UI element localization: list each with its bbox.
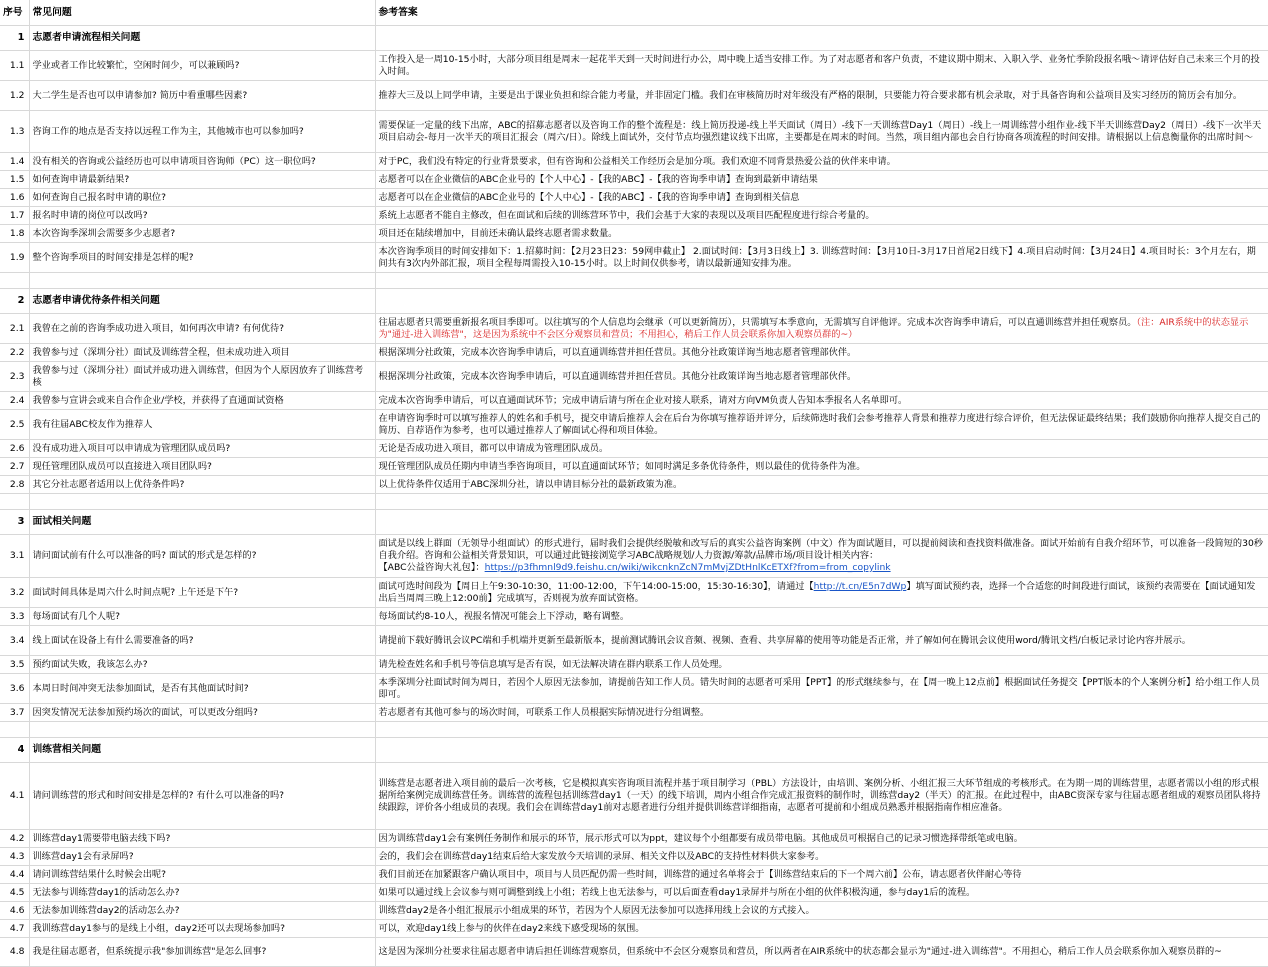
answer-cell [375,225,1268,243]
answer-text: 本次咨询季项目的时间安排如下：1.招募时间：【2月23日23：59网申截止】 2.面试时间：【3月3日线上】3. 训练营时间：【3月10日-3月17日首尾2日线下】4.项目启动时间：【3月24日】4.项目时长：3个月左右，期间共有3次内外部汇报，项目全程每周需投入10-15小时。以上时间仅供参考，请以最新通知安排为准。 [378,245,1256,269]
answer-cell [375,704,1268,722]
spacer-row [0,494,1268,510]
answer-cell [375,866,1268,884]
answer-text: 请先检查姓名和手机号等信息填写是否有误，如无法解决请在群内联系工作人员处理。 [378,658,728,670]
answer-text: 面试是以线上群面（无领导小组面试）的形式进行，届时我们会提供经脱敏和改写后的真实公益咨询案例（中文）作为面试题目，可以提前阅读和查找资料做准备。面试开始前有自我介绍环节，可以准备一段简短的30秒自我介绍。咨询和公益相关背景知识，可以通过此链接浏览学习ABC战略规划/人力资源/筹款/品牌市场/项目设计相关内容： [378,538,1263,561]
answer-text-extra: 】填写面试预约表，选择一个合适您的时间段进行面试，该预约表需要在【面试通知发出后当周周三晚上12:00前】完成填写，否则视为放弃面试资格。 [378,580,1256,604]
answer-cell [375,362,1268,392]
answer-text: 训练营day2是各小组汇报展示小组成果的环节，若因为个人原因无法参加可以选择用线上会议的方式接入。 [378,904,815,916]
question-text: 因突发情况无法参加预约场次的面试，可以更改分组吗? [29,704,375,722]
answer-cell [375,81,1268,111]
empty-cell [375,273,1268,289]
faq-row [0,476,1268,494]
question-number: 1.8 [0,225,29,243]
answer-cell [375,392,1268,410]
question-text: 预约面试失败，我该怎么办? [29,656,375,674]
section-row [0,26,1268,51]
question-text: 其它分社志愿者适用以上优待条件吗? [29,476,375,494]
answer-cell [375,830,1268,848]
answer-text: 对于PC，我们没有特定的行业背景要求，但有咨询和公益相关工作经历会是加分项。我们欢迎不同背景热爱公益的伙伴来申请。 [378,155,896,167]
empty-cell [375,494,1268,510]
spacer-row [0,273,1268,289]
faq-row [0,440,1268,458]
answer-text-extra: 【ABC公益咨询大礼包】： [378,562,485,573]
faq-row [0,458,1268,476]
header-question: 常见问题 [29,0,375,26]
answer-text: 我们目前还在加紧跟客户确认项目中，项目与人员匹配仍需一些时间，训练营的通过名单将会于【训练营结束后的下一个周六前】公布，请志愿者伙伴耐心等待 [378,868,1022,880]
empty-cell [375,510,1268,535]
question-number: 2.3 [0,362,29,392]
section-title: 训练营相关问题 [29,738,375,763]
answer-cell [375,626,1268,656]
question-text: 每场面试有几个人呢? [29,608,375,626]
question-text: 无法参加训练营day2的活动怎么办? [29,902,375,920]
question-number: 4.3 [0,848,29,866]
answer-text: 无论是否成功进入项目，都可以申请成为管理团队成员。 [378,442,609,454]
faq-row [0,938,1268,967]
faq-row [0,763,1268,830]
empty-cell [375,722,1268,738]
section-row [0,738,1268,763]
answer-text: 请提前下载好腾讯会议PC端和手机端并更新至最新版本，提前测试腾讯会议音频、视频、查看、共享屏幕的使用等功能是否正常，并了解如何在腾讯会议使用word/腾讯文档/白板记录讨论内容并展示。 [378,634,1191,646]
question-text: 线上面试在设备上有什么需要准备的吗? [29,626,375,656]
question-number: 1.2 [0,81,29,111]
question-text: 我曾在之前的咨询季成功进入项目，如何再次申请? 有何优待? [29,314,375,344]
answer-cell [375,243,1268,273]
answer-text: 根据深圳分社政策，完成本次咨询季申请后，可以直通训练营并担任营员。其他分社政策详询当地志愿者管理部伙伴。 [378,370,857,382]
question-number: 2.1 [0,314,29,344]
question-text: 请问面试前有什么可以准备的吗? 面试的形式是怎样的? [29,535,375,578]
answer-text: 完成本次咨询季申请后，可以直通面试环节；完成申请后请与所在企业对接人联系，请对方向VM负责人告知本季报名人名单即可。 [378,394,908,406]
question-number: 1.6 [0,189,29,207]
answer-cell [375,902,1268,920]
question-number: 3.4 [0,626,29,656]
question-number: 1.1 [0,51,29,81]
question-number: 2.8 [0,476,29,494]
question-number: 1.5 [0,171,29,189]
answer-text: 若志愿者有其他可参与的场次时间，可联系工作人员根据实际情况进行分组调整。 [378,706,710,718]
answer-cell [375,440,1268,458]
question-text: 大二学生是否也可以申请参加? 简历中看重哪些因素? [29,81,375,111]
faq-row [0,153,1268,171]
faq-row [0,608,1268,626]
faq-row [0,674,1268,704]
answer-cell [375,763,1268,830]
question-number: 2.7 [0,458,29,476]
faq-row [0,656,1268,674]
question-number: 3.2 [0,578,29,608]
answer-text: 如果可以通过线上会议参与则可调整到线上小组；若线上也无法参与，可以后面查看day1录屏并与所在小组的伙伴积极沟通，参与day1后的流程。 [378,886,976,898]
empty-cell [375,738,1268,763]
faq-row [0,111,1268,153]
answer-cell [375,207,1268,225]
header-answer: 参考答案 [375,0,1268,26]
answer-text: 本季深圳分社面试时间为周日，若因个人原因无法参加，请提前告知工作人员。错失时间的志愿者可采用【PPT】的形式继续参与，在【周一晚上12点前】根据面试任务提交【PPT版本的个人案例分析】给小组工作人员即可。 [378,676,1260,700]
answer-cell [375,674,1268,704]
question-text: 面试时间具体是周六什么时间点呢? 上午还是下午? [29,578,375,608]
question-number: 2.5 [0,410,29,440]
faq-row [0,392,1268,410]
answer-text: 往届志愿者只需要重新报名项目季即可。以往填写的个人信息均会继承（可以更新简历），只需填写本季意向，无需填写自评他评。完成本次咨询季申请后，可以直通训练营并担任观察员。 [378,316,1137,328]
answer-cell [375,189,1268,207]
question-text: 训练营day1会有录屏吗? [29,848,375,866]
answer-text: 需要保证一定量的线下出席，ABC的招募志愿者以及咨询工作的整个流程是：线上简历投递-线上半天面试（周日）-线下一天训练营Day1（周日）-线上一周训练营小组作业-线下半天训练营Day2（周日）-线下一次半天项目启动会-每月一次半天的项目汇报会（周六/日）。除线上面试外，交付节点均强烈建议线下出席，主要都是在周末的时间。当然，项目组内部也会自行协商各项流程的时间安排。请根据以上信息衡量你的出席时间～ [378,119,1262,143]
section-title: 面试相关问题 [29,510,375,535]
question-text: 学业或者工作比较繁忙，空闲时间少，可以兼顾吗? [29,51,375,81]
booking-form-link[interactable]: http://t.cn/E5n7dWp [813,580,907,592]
answer-text: 因为训练营day1会有案例任务制作和展示的环节，展示形式可以为ppt，建议每个小组都要有成员带电脑。其他成员可根据自己的记录习惯选择带纸笔或电脑。 [378,832,1023,844]
answer-text: 面试可选时间段为【周日上午9:30-10:30，11:00-12:00，下午14:00-15:00，15:30-16:30】，请通过【 [378,580,814,592]
answer-text: 以上优待条件仅适用于ABC深圳分社，请以申请目标分社的最新政策为准。 [378,478,683,490]
question-text: 请问训练营结果什么时候会出呢? [29,866,375,884]
question-number: 4.2 [0,830,29,848]
question-text: 我曾参与宣讲会或来自合作企业/学校，并获得了直通面试资格 [29,392,375,410]
question-text: 如何查询申请最新结果? [29,171,375,189]
question-text: 我有往届ABC校友作为推荐人 [29,410,375,440]
faq-row [0,626,1268,656]
question-number: 1.4 [0,153,29,171]
question-number: 2.6 [0,440,29,458]
empty-cell [0,273,29,289]
question-number: 3.1 [0,535,29,578]
faq-row [0,578,1268,608]
question-text: 没有成功进入项目可以申请成为管理团队成员吗? [29,440,375,458]
answer-cell [375,920,1268,938]
question-number: 4.4 [0,866,29,884]
question-text: 本周日时间冲突无法参加面试，是否有其他面试时间? [29,674,375,704]
empty-cell [0,722,29,738]
faq-row [0,920,1268,938]
answer-cell [375,535,1268,578]
answer-cell [375,314,1268,344]
question-number: 4.8 [0,938,29,967]
answer-note: （注：AIR系统中的状态显示为"通过-进入训练营"，这是因为系统中不会区分观察员和营员；不用担心，稍后工作人员会联系你加入观察员群的~） [378,316,1249,340]
question-text: 如何查询自己报名时申请的职位? [29,189,375,207]
question-text: 咨询工作的地点是否支持以远程工作为主，其他城市也可以参加吗? [29,111,375,153]
empty-cell [375,26,1268,51]
section-title: 志愿者申请流程相关问题 [29,26,375,51]
question-number: 4.1 [0,763,29,830]
answer-text: 每场面试约8-10人，视报名情况可能会上下浮动，略有调整。 [378,610,630,622]
answer-text: 在申请咨询季时可以填写推荐人的姓名和手机号，提交申请后推荐人会在后台为你填写推荐语并评分，后续筛选时我们会参考推荐人背景和推荐力度进行综合评价，但无法保证最终结果；我们鼓励你向推荐人提交自己的简历、自荐语作为参考，也可以通过推荐人了解面试心得和项目体验。 [378,412,1261,436]
faq-row [0,207,1268,225]
question-number: 3.3 [0,608,29,626]
faq-row [0,314,1268,344]
question-text: 我是往届志愿者，但系统提示我"参加训练营"是怎么回事? [29,938,375,967]
faq-row [0,344,1268,362]
question-number: 3.7 [0,704,29,722]
faq-row [0,704,1268,722]
question-number: 2.4 [0,392,29,410]
section-row [0,289,1268,314]
answer-text: 志愿者可以在企业微信的ABC企业号的【个人中心】-【我的ABC】-【我的咨询季申请】查询到相关信息 [378,191,800,203]
answer-cell [375,410,1268,440]
faq-row [0,171,1268,189]
empty-cell [0,494,29,510]
answer-text: 工作投入是一周10-15小时，大部分项目组是周末一起花半天到一天时间进行办公，周中晚上适当安排工作。为了对志愿者和客户负责，不建议期中期末、入职入学、业务忙季阶段报名哦～请评估好自己未来三个月的投入时间。 [378,53,1260,77]
question-number: 1.3 [0,111,29,153]
resource-link[interactable]: https://p3fhmnl9d9.feishu.cn/wiki/wikcnknZcN7mMvjZDtHnlKcETXf?from=from_copylink [484,562,891,573]
answer-text: 训练营是志愿者进入项目前的最后一次考核，它是模拟真实咨询项目流程并基于项目制学习（PBL）方法设计，由培训、案例分析、小组汇报三大环节组成的考核形式。在为期一周的训练营里，志愿者需以小组的形式根据所给案例完成训练营任务。训练营的流程包括训练营day1（一天）的线下培训，周内小组合作完成汇报资料的制作时，训练营day2（半天）的汇报。在此过程中，由ABC资深专家与往届志愿者组成的观察员团队将持续跟踪，评价各小组成员的表现。我们会在训练营day1前对志愿者进行分组并提供训练营详细指南，志愿者可提前和小组成员熟悉并根据指南作相应准备。 [378,778,1261,813]
empty-cell [29,273,375,289]
question-text: 本次咨询季深圳会需要多少志愿者? [29,225,375,243]
question-text: 现任管理团队成员可以直接进入项目团队吗? [29,458,375,476]
empty-cell [375,289,1268,314]
question-text: 我训练营day1参与的是线上小组，day2还可以去现场参加吗? [29,920,375,938]
answer-text: 会的，我们会在训练营day1结束后给大家发放今天培训的录屏、相关文件以及ABC的支持性材料供大家参考。 [378,850,825,862]
answer-cell [375,153,1268,171]
faq-row [0,225,1268,243]
question-number: 2.2 [0,344,29,362]
question-number: 3.6 [0,674,29,704]
spacer-row [0,722,1268,738]
faq-row [0,848,1268,866]
question-number: 3.5 [0,656,29,674]
question-text: 我曾参与过（深圳分社）面试并成功进入训练营，但因为个人原因放弃了训练营考核 [29,362,375,392]
question-number: 1.9 [0,243,29,273]
empty-cell [29,722,375,738]
answer-cell [375,578,1268,608]
faq-row [0,902,1268,920]
answer-text: 根据深圳分社政策，完成本次咨询季申请后，可以直通训练营并担任营员。其他分社政策详询当地志愿者管理部伙伴。 [378,346,857,358]
question-text: 请问训练营的形式和时间安排是怎样的? 有什么可以准备的吗? [29,763,375,830]
question-number: 4.5 [0,884,29,902]
empty-cell [29,494,375,510]
section-row [0,510,1268,535]
faq-row [0,830,1268,848]
section-number: 3 [0,510,29,535]
answer-cell [375,111,1268,153]
answer-cell [375,656,1268,674]
question-number: 4.6 [0,902,29,920]
question-text: 整个咨询季项目的时间安排是怎样的呢? [29,243,375,273]
section-title: 志愿者申请优待条件相关问题 [29,289,375,314]
answer-cell [375,884,1268,902]
faq-row [0,189,1268,207]
answer-text: 志愿者可以在企业微信的ABC企业号的【个人中心】-【我的ABC】-【我的咨询季申请】查询到最新申请结果 [378,173,818,185]
answer-text: 推荐大三及以上同学申请，主要是出于课业负担和综合能力考量，并非固定门槛。我们在审核简历时对年级没有严格的限制，只要能力符合要求都有机会录取，对于具备咨询和公益项目及实习经历的简历会有加分。 [378,89,1243,101]
answer-text: 现任管理团队成员任期内申请当季咨询项目，可以直通面试环节；如同时满足多条优待条件，则以最佳的优待条件为准。 [378,460,866,472]
answer-text: 可以，欢迎day1线上参与的伙伴在day2来线下感受现场的氛围。 [378,922,645,934]
answer-text: 这是因为深圳分社要求往届志愿者申请后担任训练营观察员，但系统中不会区分观察员和营员，所以两者在AIR系统中的状态都会显示为"通过-进入训练营"。不用担心，稍后工作人员会联系你加入观察员群的~ [378,946,1222,957]
answer-cell [375,171,1268,189]
question-text: 没有相关的咨询或公益经历也可以申请项目咨询师（PC）这一职位吗? [29,153,375,171]
answer-cell [375,458,1268,476]
faq-row [0,884,1268,902]
answer-text: 系统上志愿者不能自主修改，但在面试和后续的训练营环节中，我们会基于大家的表现以及项目匹配程度进行综合考量的。 [378,209,875,221]
question-number: 1.7 [0,207,29,225]
answer-cell [375,344,1268,362]
header-no: 序号 [0,0,29,26]
faq-row [0,362,1268,392]
question-text: 报名时申请的岗位可以改吗? [29,207,375,225]
section-number: 2 [0,289,29,314]
faq-row [0,866,1268,884]
answer-cell [375,848,1268,866]
faq-row [0,51,1268,81]
faq-row [0,243,1268,273]
question-number: 4.7 [0,920,29,938]
answer-cell [375,476,1268,494]
question-text: 我曾参与过（深圳分社）面试及训练营全程，但未成功进入项目 [29,344,375,362]
faq-row [0,535,1268,578]
section-number: 1 [0,26,29,51]
question-text: 无法参与训练营day1的活动怎么办? [29,884,375,902]
answer-cell [375,608,1268,626]
faq-row [0,81,1268,111]
header-row [0,0,1268,26]
answer-cell [375,938,1268,967]
faq-row [0,410,1268,440]
answer-cell [375,51,1268,81]
question-text: 训练营day1需要带电脑去线下吗? [29,830,375,848]
answer-text: 项目还在陆续增加中，目前还未确认最终志愿者需求数量。 [378,227,618,239]
section-number: 4 [0,738,29,763]
